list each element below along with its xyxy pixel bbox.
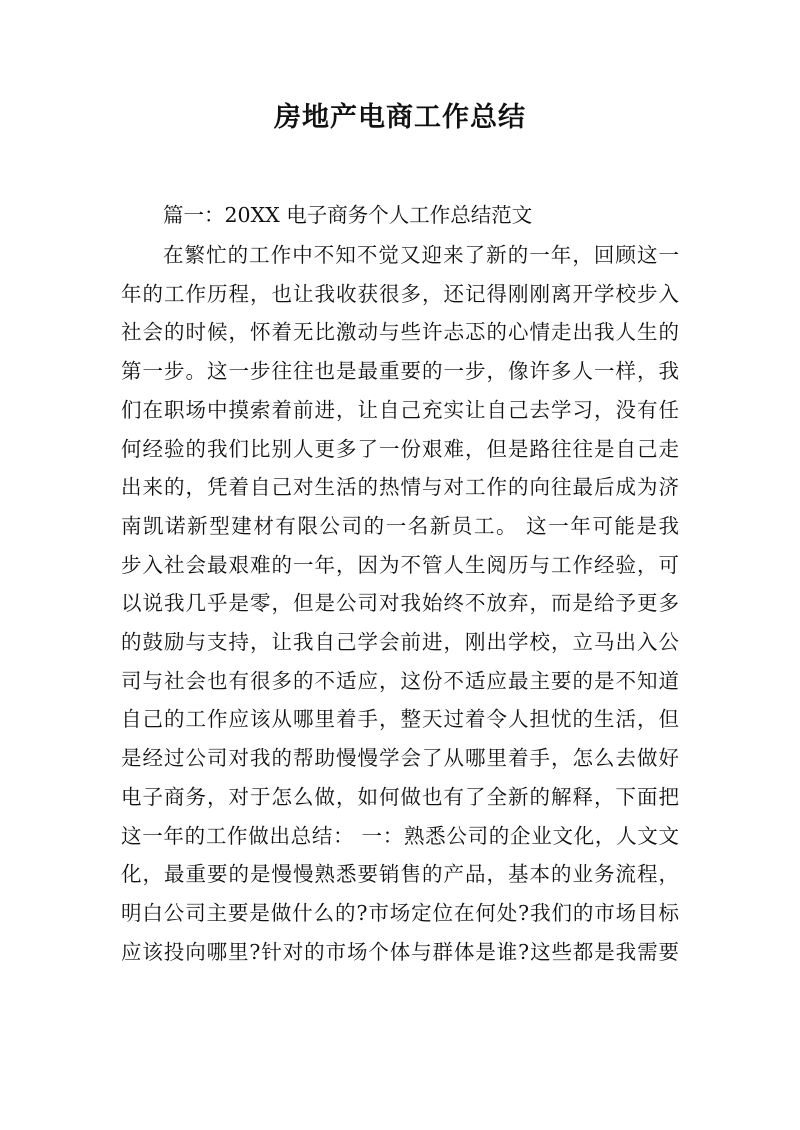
body-line: 应该投向哪里?针对的市场个体与群体是谁?这些都是我需要 (121, 939, 679, 964)
body-line: 明白公司主要是做什么的?市场定位在何处?我们的市场目标 (121, 900, 679, 925)
document-title: 房地产电商工作总结 (274, 102, 526, 133)
body-line: 以说我几乎是零，但是公司对我始终不放弃，而是给予更多 (121, 591, 679, 616)
body-line: 社会的时候，怀着无比激动与些许忐忑的心情走出我人生的 (121, 320, 679, 345)
body-line: 的鼓励与支持，让我自己学会前进，刚出学校，立马出入公 (121, 630, 679, 654)
body-line: 自己的工作应该从哪里着手，整天过着令人担忧的生活，但 (121, 707, 679, 732)
body-line: 出来的，凭着自己对生活的热情与对工作的向往最后成为济 (121, 475, 679, 500)
body-line: 步入社会最艰难的一年，因为不管人生阅历与工作经验，可 (121, 552, 679, 577)
body-line: 们在职场中摸索着前进，让自己充实让自己去学习，没有任 (121, 397, 679, 422)
body-line: 电子商务，对于怎么做，如何做也有了全新的解释，下面把 (121, 784, 679, 809)
section-heading: 篇一：20XX 电子商务个人工作总结范文 (163, 203, 533, 227)
body-line: 司与社会也有很多的不适应，这份不适应最主要的是不知道 (121, 668, 679, 693)
body-line: 化，最重要的是慢慢熟悉要销售的产品，基本的业务流程， (121, 862, 679, 887)
body-line: 年的工作历程，也让我收获很多，还记得刚刚离开学校步入 (121, 281, 679, 306)
body-line: 第一步。这一步往往也是最重要的一步，像许多人一样，我 (121, 359, 679, 384)
body-line: 这一年的工作做出总结： 一：熟悉公司的企业文化，人文文 (121, 823, 679, 848)
body-line: 何经验的我们比别人更多了一份艰难，但是路往往是自己走 (121, 436, 679, 461)
body-line: 南凯诺新型建材有限公司的一名新员工。 这一年可能是我 (121, 513, 679, 538)
body-line: 在繁忙的工作中不知不觉又迎来了新的一年，回顾这一 (163, 243, 679, 267)
body-line: 是经过公司对我的帮助慢慢学会了从哪里着手，怎么去做好 (121, 746, 679, 771)
